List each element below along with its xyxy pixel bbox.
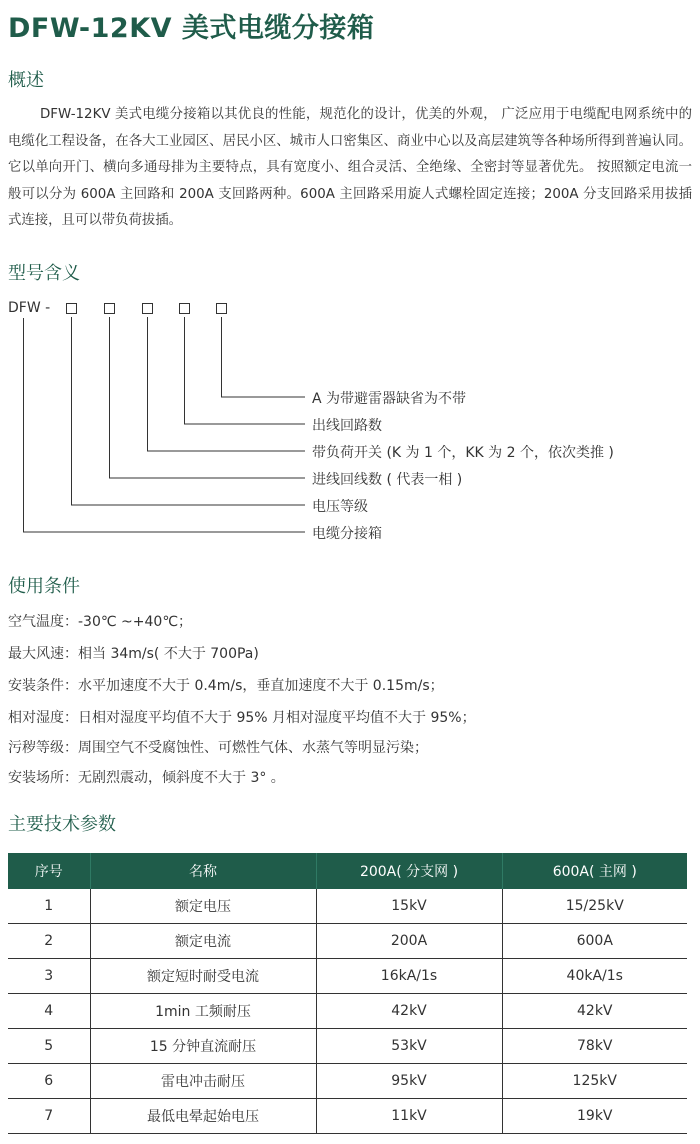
cell-600a: 15/25kV: [502, 889, 687, 924]
cell-index: 3: [8, 959, 90, 994]
legend-cable-branch-box: 电缆分接箱: [312, 526, 382, 542]
cell-600a: 78kV: [502, 1029, 687, 1064]
table-row: [8, 1064, 687, 1099]
cell-name: 额定短时耐受电流: [90, 959, 316, 994]
overview-paragraph: DFW-12KV 美式电缆分接箱以其优良的性能，规范化的设计，优美的外观， 广泛应用于电缆配电网系统中的电缆化工程设备，在各大工业园区、居民小区、城市人口密集区、商业中心以及高层建筑等各种场所得到普遍认同。它以单向开门、横向多通母排为主要特点，具有宽度小、组合灵活、全绝缘、全密封等显著优先。 按照额定电流一般可以分为 600A 主回路和 200A 支回路两种。600A 主回路采用旋人式螺栓固定连接；200A 分支回路采用拔插式连接，且可以带负荷拔插。: [8, 107, 692, 228]
header-index: 序号: [8, 853, 90, 889]
cell-600a: 40kA/1s: [502, 959, 687, 994]
condition-item: 污秽等级：周围空气不受腐蚀性、可燃性气体、水蒸气等明显污染；: [8, 740, 428, 756]
connector-line-voltage: [72, 317, 306, 505]
section-heading-overview: 概述: [8, 70, 44, 91]
table-header-row: [8, 853, 687, 889]
cell-name: 15 分钟直流耐压: [90, 1029, 316, 1064]
model-prefix: DFW -: [8, 300, 51, 316]
section-heading-model: 型号含义: [8, 263, 80, 284]
cell-index: 4: [8, 994, 90, 1029]
page-title: DFW-12KV 美式电缆分接箱: [8, 13, 375, 44]
cell-200a: 42kV: [316, 994, 502, 1029]
cell-600a: 42kV: [502, 994, 687, 1029]
condition-item: 相对湿度：日相对湿度平均值不大于 95% 月相对湿度平均值不大于 95%；: [8, 710, 476, 726]
header-name: 名称: [90, 853, 316, 889]
cell-200a: 200A: [316, 924, 502, 959]
header-600a: 600A( 主网 ): [502, 853, 687, 889]
cell-name: 额定电流: [90, 924, 316, 959]
cell-200a: 15kV: [316, 889, 502, 924]
cell-200a: 11kV: [316, 1099, 502, 1134]
connector-line-arrester: [222, 317, 306, 397]
legend-incoming-circuits: 进线回线数 ( 代表一相 ): [312, 472, 463, 488]
section-heading-conditions: 使用条件: [8, 576, 80, 597]
cell-index: 2: [8, 924, 90, 959]
legend-voltage-level: 电压等级: [312, 499, 368, 515]
cell-name: 额定电压: [90, 889, 316, 924]
cell-name: 最低电晕起始电压: [90, 1099, 316, 1134]
cell-600a: 19kV: [502, 1099, 687, 1134]
table-row: [8, 959, 687, 994]
cell-index: 1: [8, 889, 90, 924]
cell-index: 6: [8, 1064, 90, 1099]
connector-line-switch: [148, 317, 306, 451]
cell-name: 1min 工频耐压: [90, 994, 316, 1029]
params-table: [8, 853, 687, 1134]
cell-index: 5: [8, 1029, 90, 1064]
legend-outgoing-circuits: 出线回路数: [312, 418, 382, 434]
connector-line-product: [24, 318, 306, 532]
legend-load-switch: 带负荷开关 (K 为 1 个，KK 为 2 个，依次类推 ): [312, 445, 614, 461]
legend-arrester: A 为带避雷器缺省为不带: [312, 391, 467, 407]
table-row: [8, 1099, 687, 1134]
section-heading-params: 主要技术参数: [8, 814, 116, 835]
cell-200a: 16kA/1s: [316, 959, 502, 994]
cell-200a: 53kV: [316, 1029, 502, 1064]
cell-name: 雷电冲击耐压: [90, 1064, 316, 1099]
cell-200a: 95kV: [316, 1064, 502, 1099]
header-200a: 200A( 分支网 ): [316, 853, 502, 889]
table-row: [8, 1029, 687, 1064]
table-row: [8, 994, 687, 1029]
table-row: [8, 889, 687, 924]
condition-item: 安装场所：无剧烈震动，倾斜度不大于 3° 。: [8, 770, 285, 786]
table-row: [8, 924, 687, 959]
cell-index: 7: [8, 1099, 90, 1134]
cell-600a: 125kV: [502, 1064, 687, 1099]
condition-item: 空气温度：-30℃ ~+40℃；: [8, 614, 193, 630]
cell-600a: 600A: [502, 924, 687, 959]
connector-line-outgoing: [185, 317, 306, 424]
condition-item: 安装条件：水平加速度不大于 0.4m/s，垂直加速度不大于 0.15m/s；: [8, 678, 444, 694]
condition-item: 最大风速：相当 34m/s( 不大于 700Pa): [8, 646, 259, 662]
